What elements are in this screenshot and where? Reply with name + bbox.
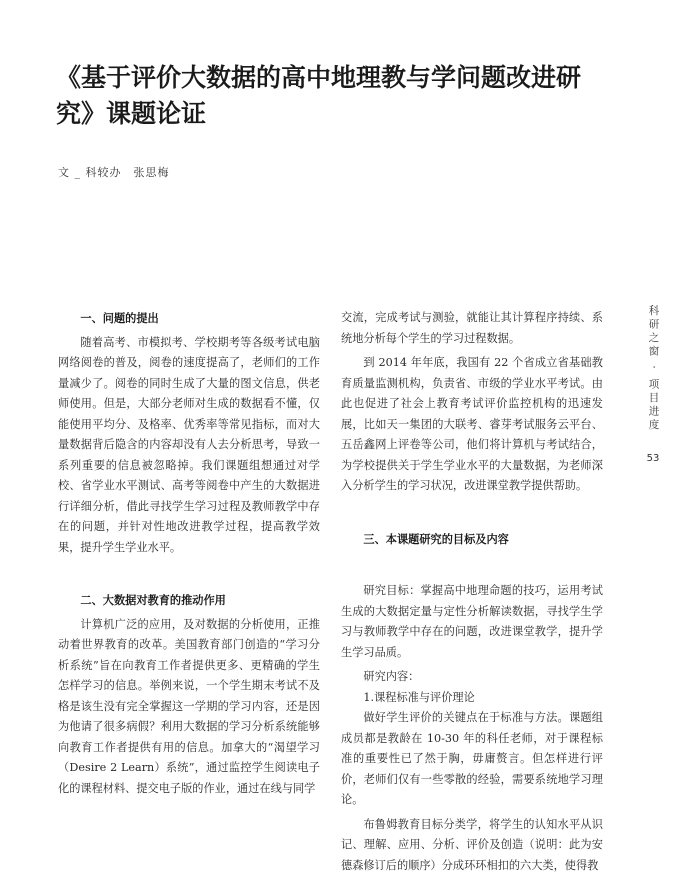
page-number: 53 bbox=[646, 453, 660, 464]
section-2-paragraph-2: 到 2014 年年底，我国有 22 个省成立省基础教育质量监测机构，负责省、市级的学业水平考试。由此也促进了社会上教育考试评价监控机构的迅速发展，比如天一集团的大联考、睿芽考试服务云平台、五岳鑫网上评卷等公司，他们将计算机与考试结合，为学校提供关于学生学业水平的大量数据，为老师深入分析学生的学习状况，改进课堂教学提供帮助。 bbox=[341, 356, 603, 492]
left-column bbox=[58, 308, 320, 799]
section-3-paragraph-1: 研究目标：掌握高中地理命题的技巧，运用考试生成的大数据定量与定性分析解读数据，寻找学生学习与教师教学中存在的问题，改进课堂教学，提升学生学习品质。 bbox=[341, 584, 603, 659]
title-line-2: 究》课题论证 bbox=[56, 99, 207, 128]
column-label: 科研之窗 · 项目进度 bbox=[647, 305, 660, 433]
section-1-heading: 一、问题的提出 bbox=[80, 311, 159, 325]
column-sidebar bbox=[645, 305, 661, 464]
author-byline: 文 _ 科较办 张思梅 bbox=[58, 166, 170, 179]
article-title bbox=[56, 60, 631, 132]
section-3-paragraph-2: 做好学生评价的关键点在于标准与方法。课题组成员都是教龄在 10-30 年的科任老师，对于课程标准的重要性已了然于胸，毋庸赘言。但怎样进行评价，老师们仅有一些零散的经验，需要系统地学习理论。 bbox=[341, 711, 603, 806]
section-3-subheading-1: 1.课程标准与评价理论 bbox=[363, 690, 475, 704]
section-3-research-content-label: 研究内容： bbox=[363, 670, 420, 683]
section-1-paragraph-1: 随着高考、市模拟考、学校期考等各级考试电脑网络阅卷的普及，阅卷的速度提高了，老师们的工作量减少了。阅卷的同时生成了大量的图文信息，供老师使用。但是，大部分老师对生成的数据看不懂，仅能使用平均分、及格率、优秀率等常见指标，而对大量数据背后隐含的内容却没有人去分析思考，导致一系列重要的信息被忽略掉。我们课题组想通过对学校、省学业水平测试、高考等阅卷中产生的大数据进行详细分析，借此寻找学生学习过程及教师教学中存在的问题，并针对性地改进教学过程，提高教学效果，提升学生学业水平。 bbox=[58, 335, 320, 554]
title-line-1: 《基于评价大数据的高中地理教与学问题改进研 bbox=[56, 63, 582, 92]
section-3-heading: 三、本课题研究的目标及内容 bbox=[363, 531, 509, 546]
section-2-heading: 二、大数据对教育的推动作用 bbox=[80, 593, 226, 607]
section-2-paragraph-1: 计算机广泛的应用，及对数据的分析使用，正推动着世界教育的改革。美国教育部门创造的“学习分析系统”旨在向教育工作者提供更多、更精确的学生怎样学习的信息。举例来说，一个学生期末考试不及格是该生没有完全掌握这一学期的学习内容，还是因为他请了很多病假？利用大数据的学习分析系统能够向教育工作者提供有用的信息。加拿大的“渴望学习（Desire 2 Learn）系统”，通过监控学生阅读电子化的课程材料、提交电子版的作业，通过在线与同学 bbox=[58, 617, 320, 795]
section-3-paragraph-3: 布鲁姆教育目标分类学，将学生的认知水平从识记、理解、应用、分析、评价及创造（说明：此为安德森修订后的顺序）分成环环相扣的六大类，使得教 bbox=[341, 817, 603, 872]
right-column bbox=[341, 308, 603, 876]
section-2-paragraph-1-continued: 交流，完成考试与测验，就能让其计算程序持续、系统地分析每个学生的学习过程数据。 bbox=[341, 311, 603, 345]
